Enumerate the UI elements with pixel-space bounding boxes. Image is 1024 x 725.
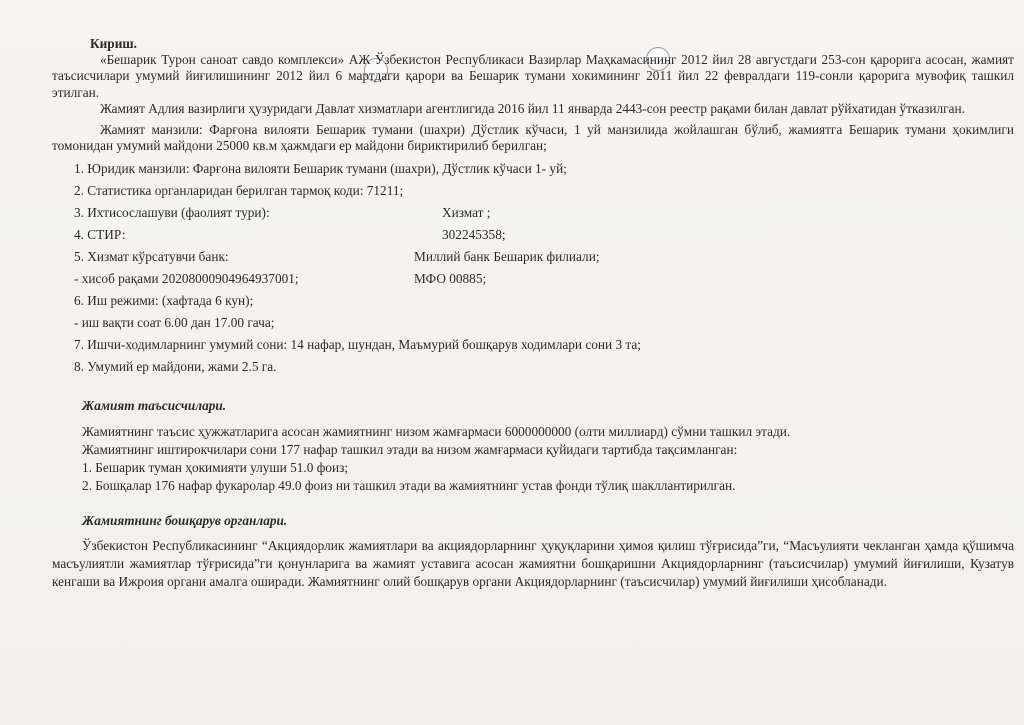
document-body (52, 36, 1014, 591)
governance-heading: Жамиятнинг бошқарув органлари. (82, 512, 288, 528)
founders-line: Жамиятнинг иштирокчилари сони 177 нафар ташкил этади ва низом жамғармаси қуйидаги тартибда тақсимланган: (82, 441, 738, 457)
founders-line: Жамиятнинг таъсис ҳужжатларига асосан жамиятнинг низом жамғармаси 6000000000 (олти миллиард) сўмни ташкил этади. (82, 423, 791, 439)
intro-paragraph-3: Жамият манзили: Фарғона вилояти Бешарик тумани (шахри) Дўстлик кўчаси, 1 уй манзилида жойлашган бўлиб, жамиятга Бешарик тумани ҳокимлиги томонидан умумий майдони 25000 кв.м ҳажмдаги ер майдони бириктирилиб берилган; (52, 122, 1014, 154)
founders-heading: Жамият таъсисчилари. (82, 398, 227, 414)
list-item (74, 202, 1014, 224)
list-item: 1. Юридик манзили: Фарғона вилояти Бешарик тумани (шахри), Дўстлик кўчаси 1- уй; (74, 161, 567, 177)
list-item (74, 224, 1014, 246)
list-item-label: 5. Хизмат кўрсатувчи банк: (74, 249, 229, 265)
intro-paragraph-2: Жамият Адлия вазирлиги ҳузуридаги Давлат хизматлари агентлигида 2016 йил 11 январда 2443-сон реестр рақами билан давлат рўйхатидан ўтказилган. (100, 100, 965, 116)
list-item: 2. Статистика органларидан берилган тармоқ коди: 71211; (74, 183, 404, 199)
founders-section (52, 398, 1014, 494)
list-item-label: 3. Ихтисослашуви (фаолият тури): (74, 205, 270, 221)
list-item: 7. Ишчи-ходимларнинг умумий сони: 14 нафар, шундан, Маъмурий бошқарув ходимлари сони 3 та; (74, 337, 641, 353)
founders-line: 2. Бошқалар 176 нафар фукаролар 49.0 фоиз ни ташкил этади ва жамиятнинг устав фонди тўлиқ шакллантирилган. (82, 477, 736, 493)
list-item-value: 302245358; (442, 227, 506, 243)
intro-paragraph-1: «Бешарик Турон саноат савдо комплекси» АЖ Ўзбекистон Республикаси Вазирлар Маҳкамасининг 2012 йил 28 августдаги 253-сон қарорига асосан, жамият таъсисчилари умумий йиғилишининг 2012 йил 6 мартдаги қарори ва Бешарик тумани хокимининг 2011 йил 22 февралдаги 119-сонли қарорига мувофиқ ташкил этилган. (52, 52, 1014, 100)
list-item (74, 246, 1014, 268)
founders-body (82, 423, 1014, 495)
list-item-value: Миллий банк Бешарик филиали; (414, 249, 600, 265)
list-item-value: Хизмат ; (442, 205, 491, 221)
governance-paragraph: Ўзбекистон Республикасининг “Акциядорлик жамиятлари ва акциядорларнинг ҳуқуқларини ҳимоя қилиш тўғрисида”ги, “Масъулияти чекланган ҳамда қўшимча масъулиятли жамиятлар тўғрисида”ги қонунларига ва жамият уставига асосан жамиятни бошқаришни Акциядорларнинг (таъсисчилар) умумий йиғилиши, Кузатув кенгаши ва Ижроия органи амалга оширади. Жамиятнинг олий бошқарув органи Акциядорларнинг (таъсисчилар) умумий йиғилиши ҳисобланади. (52, 537, 1014, 589)
company-details-list (74, 158, 1014, 378)
list-item: 8. Умумий ер майдони, жами 2.5 га. (74, 359, 277, 375)
list-item-label: 4. СТИР: (74, 227, 126, 243)
list-item-label: - хисоб рақами 20208000904964937001; (74, 271, 299, 287)
list-item: - иш вақти соат 6.00 дан 17.00 гача; (74, 315, 275, 331)
list-item-value: МФО 00885; (414, 271, 487, 287)
list-item (74, 268, 1014, 290)
founders-line: 1. Бешарик туман ҳокимияти улуши 51.0 фоиз; (82, 459, 349, 475)
list-item: 6. Иш режими: (хафтада 6 кун); (74, 293, 254, 309)
governance-section (52, 513, 1014, 591)
intro-heading: Кириш. (90, 36, 137, 51)
